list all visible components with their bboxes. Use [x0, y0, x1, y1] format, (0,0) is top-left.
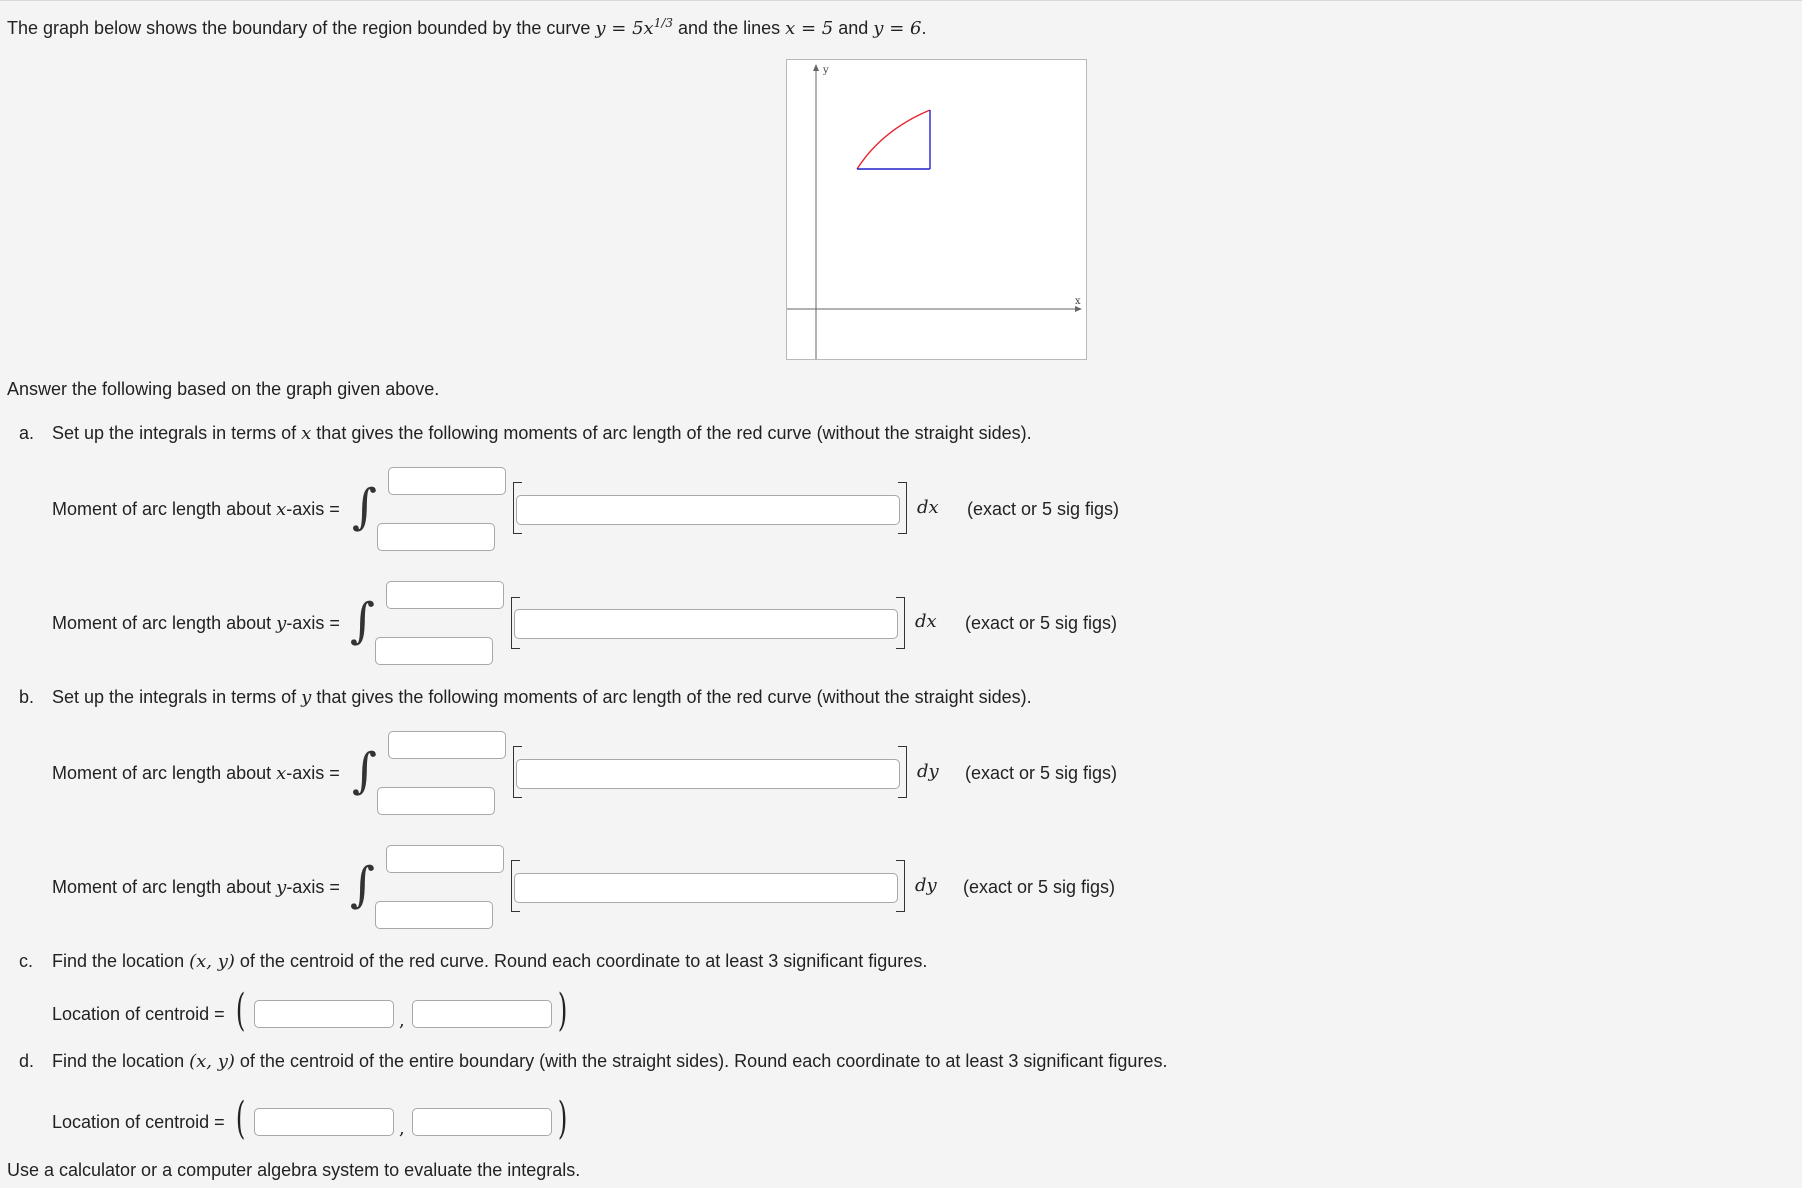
y-axis-arrow	[813, 64, 819, 71]
b2-lower-limit-input[interactable]	[375, 901, 493, 929]
part-d-instructions: Find the location (x, y) of the centroid of the entire boundary (with the straight sides). Round each coordinate to at least 3 significant figures.	[52, 1051, 1168, 1072]
b2-differential: dy	[915, 875, 937, 896]
part-c-letter: c.	[19, 951, 34, 971]
part-d-open-paren: (	[235, 1093, 246, 1144]
b2-upper-limit-input[interactable]	[386, 845, 504, 873]
a1-right-bracket	[898, 482, 907, 534]
curve-exponent: 1/3	[653, 16, 674, 30]
answer-prompt: Answer the following based on the graph given above.	[7, 379, 440, 399]
a2-differential: dx	[915, 611, 937, 632]
a2-lower-limit-input[interactable]	[375, 637, 493, 665]
red-curve	[857, 110, 930, 169]
part-b-instructions: Set up the integrals in terms of y that gives the following moments of arc length of the red curve (without the straight sides).	[52, 687, 1032, 708]
b2-integral-sign: ∫	[350, 857, 376, 913]
part-b-letter: b.	[19, 687, 35, 707]
a1-lower-limit-input[interactable]	[377, 523, 495, 551]
a2-right-bracket	[896, 597, 905, 649]
part-c-centroid-label: Location of centroid =	[52, 1004, 225, 1024]
part-d-letter: d.	[19, 1051, 35, 1071]
a2-upper-limit-input[interactable]	[386, 581, 504, 609]
graph-svg	[787, 60, 1086, 359]
a1-integrand-input[interactable]	[516, 495, 900, 525]
b2-label: Moment of arc length about y-axis =	[52, 877, 340, 898]
a1-integral-sign: ∫	[352, 479, 378, 535]
part-c-close-paren: )	[557, 985, 568, 1036]
a1-upper-limit-input[interactable]	[388, 467, 506, 495]
line-y-equation: y = 6	[873, 18, 922, 39]
b2-integrand-input[interactable]	[514, 873, 898, 903]
part-a-letter: a.	[19, 423, 35, 443]
part-d-y-input[interactable]	[412, 1108, 552, 1136]
part-d-x-input[interactable]	[254, 1108, 394, 1136]
a2-note: (exact or 5 sig figs)	[965, 613, 1118, 633]
a2-integrand-input[interactable]	[514, 609, 898, 639]
a1-label: Moment of arc length about x-axis =	[52, 499, 340, 520]
b2-right-bracket	[896, 860, 905, 912]
b1-integrand-input[interactable]	[516, 759, 900, 789]
a2-label: Moment of arc length about y-axis =	[52, 613, 340, 634]
part-d-centroid-label: Location of centroid =	[52, 1112, 225, 1132]
b2-note: (exact or 5 sig figs)	[963, 877, 1116, 897]
part-c-y-input[interactable]	[412, 1000, 552, 1028]
part-c-x-input[interactable]	[254, 1000, 394, 1028]
part-c-open-paren: (	[235, 985, 246, 1036]
b1-label: Moment of arc length about x-axis =	[52, 763, 340, 784]
line-x-equation: x = 5	[785, 18, 834, 39]
part-d-comma: ,	[399, 1118, 405, 1139]
region-graph	[786, 59, 1087, 360]
b1-integral-sign: ∫	[352, 743, 378, 799]
x-axis-label: x	[1075, 296, 1081, 307]
a1-differential: dx	[917, 497, 939, 518]
b1-differential: dy	[917, 761, 939, 782]
b1-upper-limit-input[interactable]	[388, 731, 506, 759]
top-divider	[0, 0, 1802, 1]
curve-equation: y = 5x	[595, 18, 654, 39]
part-c-comma: ,	[399, 1010, 405, 1031]
part-c-instructions: Find the location (x, y) of the centroid of the red curve. Round each coordinate to at least 3 significant figures.	[52, 951, 928, 972]
b1-right-bracket	[898, 746, 907, 798]
y-axis-label: y	[823, 65, 829, 76]
part-d-close-paren: )	[557, 1093, 568, 1144]
problem-statement: The graph below shows the boundary of the region bounded by the curve $y = 5x^{1/3}$ and the lines x = 5 and y = 6.	[7, 16, 927, 39]
b1-lower-limit-input[interactable]	[377, 787, 495, 815]
a2-integral-sign: ∫	[350, 593, 376, 649]
part-a-instructions: Set up the integrals in terms of x that gives the following moments of arc length of the red curve (without the straight sides).	[52, 423, 1032, 444]
footer-note: Use a calculator or a computer algebra system to evaluate the integrals.	[7, 1160, 581, 1180]
b1-note: (exact or 5 sig figs)	[965, 763, 1118, 783]
a1-note: (exact or 5 sig figs)	[967, 499, 1120, 519]
